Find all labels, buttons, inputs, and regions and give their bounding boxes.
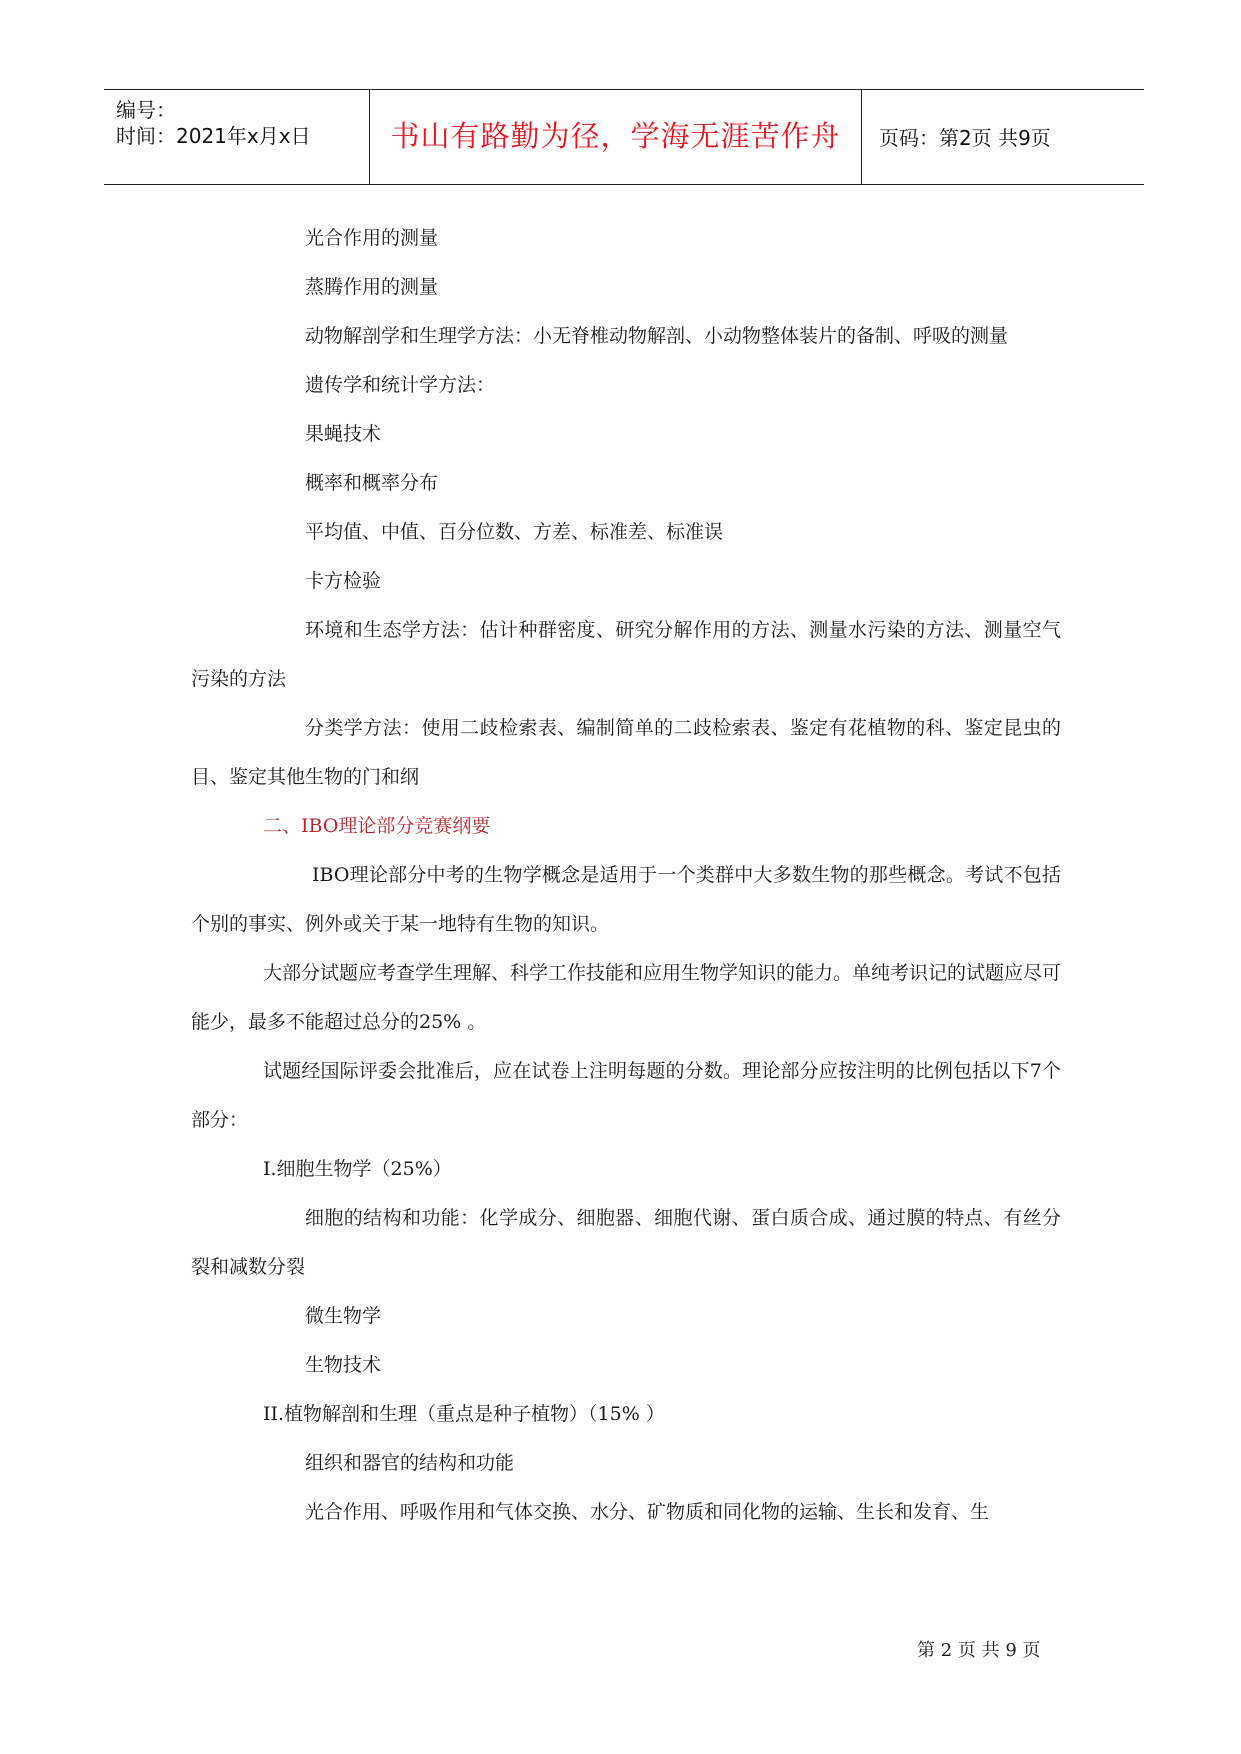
- paragraph: 蒸腾作用的测量: [305, 276, 439, 298]
- paragraph: 环境和生态学方法：估计种群密度、研究分解作用的方法、测量水污染的方法、测量空气污染的方法: [191, 619, 1061, 690]
- header-motto: 书山有路勤为径，学海无涯苦作舟: [390, 119, 841, 153]
- paragraph: 光合作用的测量: [305, 227, 439, 249]
- paragraph: II.植物解剖和生理（重点是种子植物）（15% ）: [263, 1403, 665, 1425]
- header-divider: [861, 90, 862, 184]
- paragraph: 分类学方法：使用二歧检索表、编制简单的二歧检索表、鉴定有花植物的科、鉴定昆虫的目、鉴定其他生物的门和纲: [191, 717, 1061, 788]
- paragraph: 果蝇技术: [305, 423, 382, 445]
- page-footer: 第 2 页 共 9 页: [917, 1640, 1041, 1661]
- paragraph: 遗传学和统计学方法：: [305, 374, 496, 396]
- paragraph: 概率和概率分布: [305, 472, 439, 494]
- paragraph: 大部分试题应考查学生理解、科学工作技能和应用生物学知识的能力。单纯考识记的试题应尽可能少，最多不能超过总分的25% 。: [191, 962, 1062, 1033]
- paragraph: 平均值、中值、百分位数、方差、标准差、标准误: [305, 521, 724, 543]
- paragraph: IBO理论部分中考的生物学概念是适用于一个类群中大多数生物的那些概念。考试不包括个别的事实、例外或关于某一地特有生物的知识。: [191, 864, 1061, 935]
- paragraph: 生物技术: [305, 1354, 382, 1376]
- header-page-label: 页码：第2页 共9页: [879, 126, 1051, 150]
- header-table: [104, 89, 1144, 185]
- paragraph: 细胞的结构和功能：化学成分、细胞器、细胞代谢、蛋白质合成、通过膜的特点、有丝分裂和减数分裂: [191, 1207, 1061, 1278]
- header-meta: [116, 90, 366, 184]
- number-label: 编号：: [116, 98, 176, 122]
- paragraph: 试题经国际评委会批准后，应在试卷上注明每题的分数。理论部分应按注明的比例包括以下7个部分：: [191, 1060, 1061, 1131]
- section-heading: 二、IBO理论部分竞赛纲要: [263, 815, 491, 837]
- paragraph: I.细胞生物学（25%）: [263, 1158, 452, 1180]
- document-body: [191, 214, 1061, 1537]
- paragraph: 卡方检验: [305, 570, 382, 592]
- paragraph: 光合作用、呼吸作用和气体交换、水分、矿物质和同化物的运输、生长和发育、生: [305, 1501, 990, 1523]
- paragraph: 微生物学: [305, 1305, 382, 1327]
- paragraph: 组织和器官的结构和功能: [305, 1452, 515, 1474]
- paragraph: 动物解剖学和生理学方法：小无脊椎动物解剖、小动物整体装片的备制、呼吸的测量: [305, 325, 1009, 347]
- time-label: 时间：2021年x月x日: [116, 124, 311, 148]
